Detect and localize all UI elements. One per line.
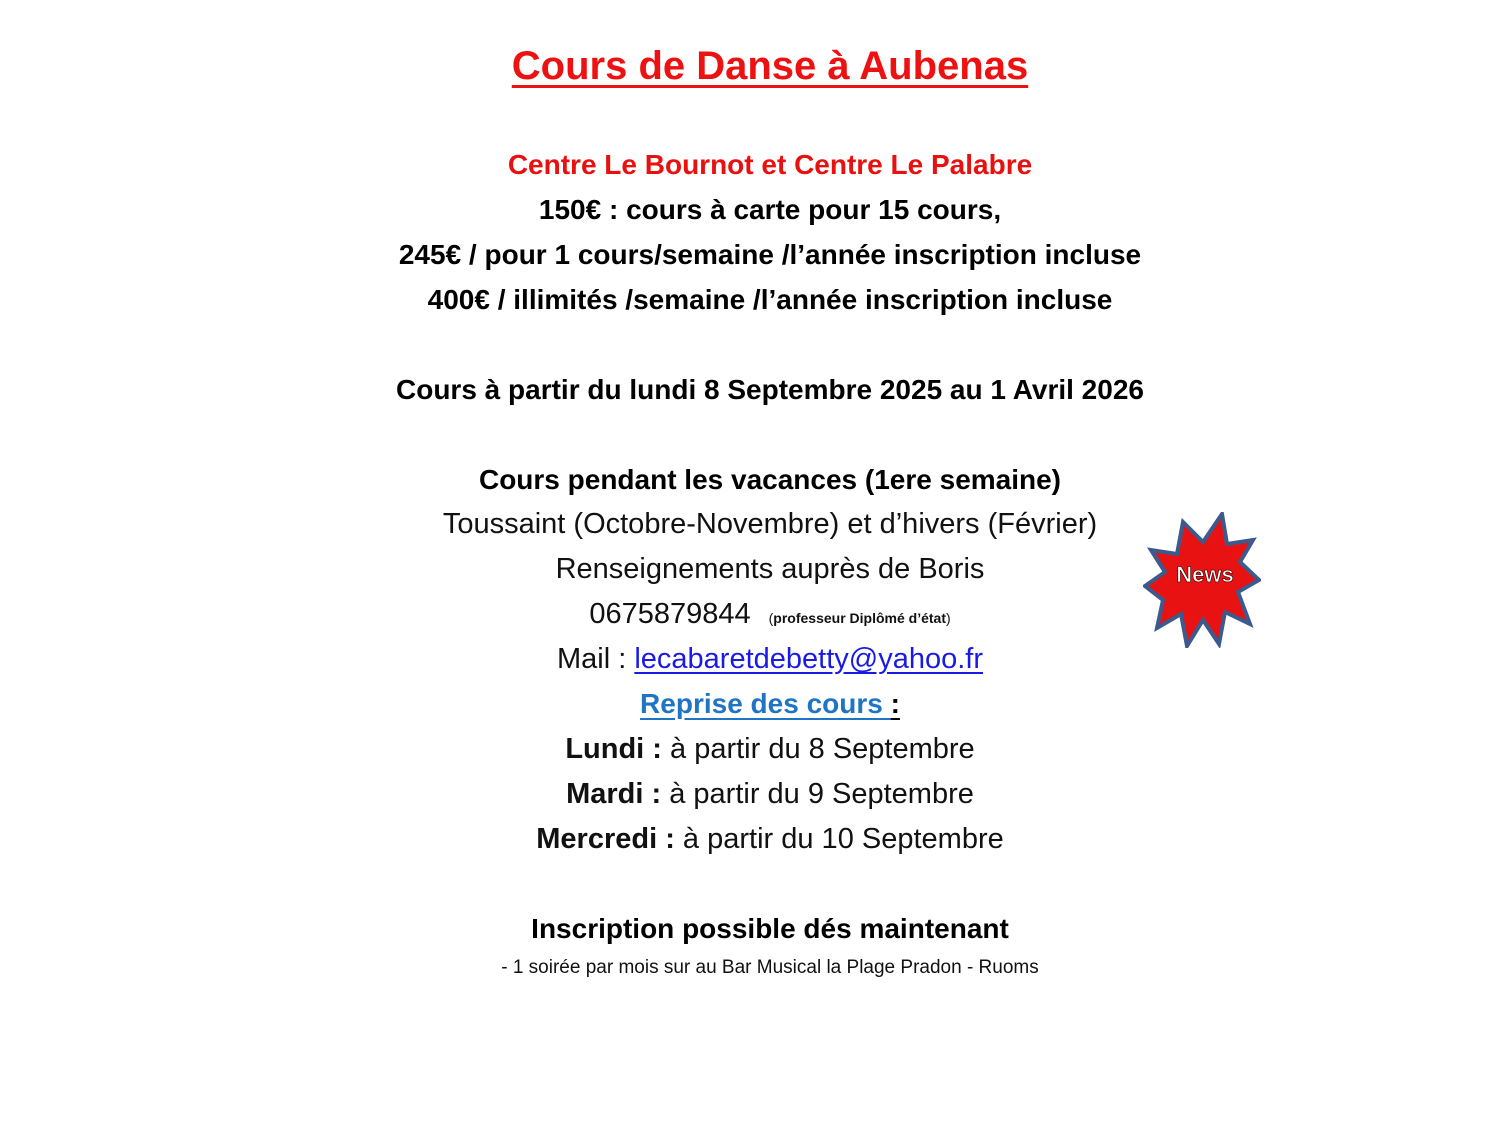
- teacher-qualification: professeur Diplômé d’état: [773, 610, 946, 626]
- vacances-details: Toussaint (Octobre-Novembre) et d’hivers (Février): [442, 508, 1098, 540]
- mail-line: [0, 643, 1500, 676]
- reprise-day-mercredi: [0, 823, 1500, 856]
- teacher-paren-open: (: [768, 610, 774, 626]
- price-carte: 150€ : cours à carte pour 15 cours,: [538, 194, 1002, 225]
- mail-label: Mail :: [557, 643, 635, 675]
- centres-heading: Centre Le Bournot et Centre Le Palabre: [507, 149, 1033, 180]
- phone-number: 0675879844: [589, 598, 751, 630]
- vacances-heading: Cours pendant les vacances (1ere semaine): [478, 464, 1062, 495]
- price-unlimited: 400€ / illimités /semaine /l’année inscription incluse: [427, 284, 1113, 315]
- reprise-colon: :: [890, 688, 900, 719]
- phone-line: [0, 598, 1500, 631]
- news-burst-badge: [1143, 512, 1261, 648]
- day-text: à partir du 9 Septembre: [661, 778, 974, 810]
- info-contact: Renseignements auprès de Boris: [555, 553, 985, 585]
- reprise-heading-line: [0, 688, 1500, 720]
- day-label: Mercredi :: [536, 823, 675, 855]
- price-weekly: 245€ / pour 1 cours/semaine /l’année inscription incluse: [398, 239, 1142, 270]
- page-title: Cours de Danse à Aubenas: [511, 44, 1029, 88]
- day-text: à partir du 8 Septembre: [661, 733, 975, 765]
- day-label: Lundi :: [565, 733, 662, 765]
- course-period: Cours à partir du lundi 8 Septembre 2025 au 1 Avril 2026: [396, 374, 1144, 405]
- day-label: Mardi :: [566, 778, 662, 810]
- reprise-heading: Reprise des cours: [640, 688, 891, 719]
- mail-link[interactable]: lecabaretdebetty@yahoo.fr: [634, 643, 983, 675]
- day-text: à partir du 10 Septembre: [674, 823, 1004, 855]
- news-label: News: [1176, 562, 1234, 587]
- reprise-day-mardi: [0, 778, 1500, 811]
- reprise-day-lundi: [0, 733, 1500, 766]
- teacher-paren-close: ): [946, 610, 951, 626]
- inscription-heading: Inscription possible dés maintenant: [531, 913, 1009, 944]
- footer-note: - 1 soirée par mois sur au Bar Musical la Plage Pradon - Ruoms: [501, 957, 1039, 978]
